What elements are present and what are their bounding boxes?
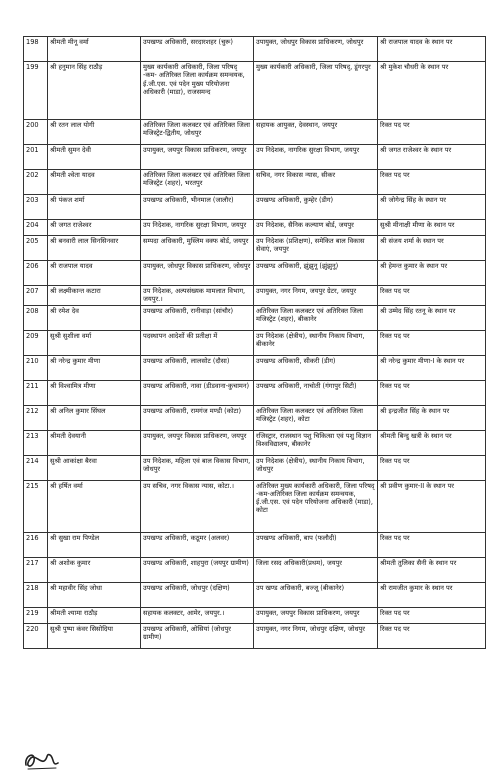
new-posting-cell: अतिरिक्त जिला कलक्टर एवं अतिरिक्त जिला मजिस्ट्रेट (शहर), बीकानेर xyxy=(254,305,378,330)
officer-name-cell: सुश्री पुष्पा कंवर सिसोदिया xyxy=(48,623,141,648)
remark-cell: रिक्त पद पर xyxy=(378,330,486,355)
current-posting-cell: उपखण्ड अधिकारी, भीनमाल (जालौर) xyxy=(141,195,254,220)
table-row xyxy=(24,261,486,286)
table-row xyxy=(24,236,486,261)
officer-name-cell: श्रीमती देवयानी xyxy=(48,430,141,455)
table-row xyxy=(24,330,486,355)
table-row xyxy=(24,607,486,623)
new-posting-cell: मुख्य कार्यकारी अधिकारी, जिला परिषद्, डूंगरपुर xyxy=(254,62,378,120)
remark-cell: रिक्त पद पर xyxy=(378,455,486,480)
new-posting-cell: सहायक आयुक्त, देवस्थान, जयपुर xyxy=(254,120,378,145)
new-posting-cell: जिला रसद अधिकारी(प्रथम), जयपुर xyxy=(254,557,378,582)
new-posting-cell: उपखण्ड अधिकारी, नाचोती (गंगापुर सिटी) xyxy=(254,380,378,405)
current-posting-cell: अतिरिक्त जिला कलक्टर एवं अतिरिक्त जिला मजिस्ट्रेट-द्वितीय, जोधपुर xyxy=(141,120,254,145)
table-row xyxy=(24,430,486,455)
serial-number-cell: 218 xyxy=(24,582,48,607)
current-posting-cell: उपखण्ड अधिकारी, सरदारशहर (चुरू) xyxy=(141,37,254,62)
current-posting-cell: उपखण्ड अधिकारी, शाहपुरा (जयपुर ग्रामीण) xyxy=(141,557,254,582)
serial-number-cell: 200 xyxy=(24,120,48,145)
remark-cell: श्री नरेन्द्र कुमार मीणा-I के स्थान पर xyxy=(378,355,486,380)
new-posting-cell: उप निदेशक, नागरिक सुरक्षा विभाग, जयपुर xyxy=(254,145,378,170)
new-posting-cell: उपायुक्त, नगर निगम, जयपुर ग्रेटर, जयपुर xyxy=(254,286,378,306)
current-posting-cell: उपायुक्त, जयपुर विकास प्राधिकरण, जयपुर xyxy=(141,145,254,170)
current-posting-cell: उपखण्ड अधिकारी, कठूमर (अलवर) xyxy=(141,532,254,557)
remark-cell: रिक्त पद पर xyxy=(378,286,486,306)
serial-number-cell: 217 xyxy=(24,557,48,582)
remark-cell: श्री उम्मेद सिंह रतनू के स्थान पर xyxy=(378,305,486,330)
current-posting-cell: उप निदेशक, अल्पसंख्यक मामलात विभाग, जयपुर.। xyxy=(141,286,254,306)
current-posting-cell: उपखण्ड अधिकारी, नावा (डीडवाना-कुचामन) xyxy=(141,380,254,405)
serial-number-cell: 212 xyxy=(24,405,48,430)
current-posting-cell: उपखण्ड अधिकारी, रामगंज मण्डी (कोटा) xyxy=(141,405,254,430)
new-posting-cell: उप खण्ड अधिकारी, बज्जू (बीकानेर) xyxy=(254,582,378,607)
remark-cell: श्री जगत राजेश्वर के स्थान पर xyxy=(378,145,486,170)
officer-name-cell: श्री रतन लाल योगी xyxy=(48,120,141,145)
serial-number-cell: 210 xyxy=(24,355,48,380)
officer-name-cell: सुश्री आकांक्षा बैरवा xyxy=(48,455,141,480)
officer-name-cell: श्री बनवारी लाल सिनसिनवार xyxy=(48,236,141,261)
table-row xyxy=(24,557,486,582)
table-row xyxy=(24,145,486,170)
serial-number-cell: 203 xyxy=(24,195,48,220)
new-posting-cell: उपायुक्त, जयपुर विकास प्राधिकरण, जयपुर xyxy=(254,607,378,623)
remark-cell: श्री प्रवीण कुमार-II के स्थान पर xyxy=(378,480,486,532)
table-row xyxy=(24,170,486,195)
officer-name-cell: श्री अशोक कुमार xyxy=(48,557,141,582)
table-row xyxy=(24,62,486,120)
serial-number-cell: 215 xyxy=(24,480,48,532)
officer-name-cell: श्रीमती मीनू वर्मा xyxy=(48,37,141,62)
remark-cell: रिक्त पद पर xyxy=(378,607,486,623)
serial-number-cell: 201 xyxy=(24,145,48,170)
table-row xyxy=(24,220,486,236)
remark-cell: रिक्त पद पर xyxy=(378,532,486,557)
table-row xyxy=(24,623,486,648)
new-posting-cell: उपखण्ड अधिकारी, झुंझुनू (झुंझुनू) xyxy=(254,261,378,286)
officer-name-cell: श्री लक्ष्मीकान्त कटारा xyxy=(48,286,141,306)
new-posting-cell: अतिरिक्त मुख्य कार्यकारी अधिकारी, जिला परिषद् -कम-अतिरिक्त जिला कार्यक्रम समन्वयक, ई.जी.एस. एवं पदेन परियोजना अधिकारी (माडा), कोटा xyxy=(254,480,378,532)
officer-name-cell: श्रीमती सुमन देवी xyxy=(48,145,141,170)
remark-cell: सुश्री मीनाक्षी मीणा के स्थान पर xyxy=(378,220,486,236)
serial-number-cell: 198 xyxy=(24,37,48,62)
table-row xyxy=(24,286,486,306)
current-posting-cell: मुख्य कार्यकारी अधिकारी, जिला परिषद् -कम- अतिरिक्त जिला कार्यक्रम समन्वयक, ई.जी.एस. एवं पदेन मुख्य परियोजना अधिकारी (माडा), राजसमन्द xyxy=(141,62,254,120)
officer-name-cell: श्रीमती श्वेता यादव xyxy=(48,170,141,195)
remark-cell: रिक्त पद पर xyxy=(378,623,486,648)
current-posting-cell: सम्पदा अधिकारी, मुस्लिम वक्फ बोर्ड, जयपुर xyxy=(141,236,254,261)
new-posting-cell: उप निदेशक, सैनिक कल्याण बोर्ड, जयपुर xyxy=(254,220,378,236)
remark-cell: श्री जोगेन्द्र सिंह के स्थान पर xyxy=(378,195,486,220)
current-posting-cell: उपायुक्त, जोधपुर विकास प्राधिकरण, जोधपुर xyxy=(141,261,254,286)
transfer-order-table xyxy=(23,36,486,649)
serial-number-cell: 206 xyxy=(24,261,48,286)
remark-cell: रिक्त पद पर xyxy=(378,380,486,405)
table-row xyxy=(24,355,486,380)
current-posting-cell: उपखण्ड अधिकारी, ओसियां (जोधपुर ग्रामीण) xyxy=(141,623,254,648)
remark-cell: श्री मुकेश चौधरी के स्थान पर xyxy=(378,62,486,120)
serial-number-cell: 211 xyxy=(24,380,48,405)
serial-number-cell: 220 xyxy=(24,623,48,648)
new-posting-cell: सचिव, नगर विकास न्यास, सीकर xyxy=(254,170,378,195)
new-posting-cell: उप निदेशक (क्षेत्रीय), स्थानीय निकाय विभाग, जोधपुर xyxy=(254,455,378,480)
order-table-container xyxy=(23,36,485,649)
remark-cell: श्री इन्द्रजीत सिंह के स्थान पर xyxy=(378,405,486,430)
current-posting-cell: उप सचिव, नगर विकास न्यास, कोटा.। xyxy=(141,480,254,532)
current-posting-cell: पदस्थापन आदेशों की प्रतीक्षा में xyxy=(141,330,254,355)
officer-name-cell: श्री जगत राजेश्वर xyxy=(48,220,141,236)
table-row xyxy=(24,37,486,62)
serial-number-cell: 205 xyxy=(24,236,48,261)
table-body xyxy=(24,37,486,649)
serial-number-cell: 214 xyxy=(24,455,48,480)
serial-number-cell: 199 xyxy=(24,62,48,120)
officer-name-cell: श्री विश्वामित्र मीणा xyxy=(48,380,141,405)
officer-name-cell: श्री सुखा राम पिण्डेल xyxy=(48,532,141,557)
remark-cell: श्री रामजीत कुमार के स्थान पर xyxy=(378,582,486,607)
officer-name-cell: श्री हर्षित वर्मा xyxy=(48,480,141,532)
serial-number-cell: 202 xyxy=(24,170,48,195)
table-row xyxy=(24,380,486,405)
officer-name-cell: श्री अनिल कुमार सिंघल xyxy=(48,405,141,430)
new-posting-cell: उपखण्ड अधिकारी, सीकरी (डीग) xyxy=(254,355,378,380)
officer-name-cell: श्री हनुमान सिंह राठौड़ xyxy=(48,62,141,120)
remark-cell: श्री हेमन्त कुमार के स्थान पर xyxy=(378,261,486,286)
current-posting-cell: उप निदेशक, नागरिक सुरक्षा विभाग, जयपुर xyxy=(141,220,254,236)
serial-number-cell: 204 xyxy=(24,220,48,236)
officer-name-cell: श्री पंकज शर्मा xyxy=(48,195,141,220)
new-posting-cell: उप निदेशक (क्षेत्रीय), स्थानीय निकाय विभाग, बीकानेर xyxy=(254,330,378,355)
new-posting-cell: अतिरिक्त जिला कलक्टर एवं अतिरिक्त जिला मजिस्ट्रेट (शहर), कोटा xyxy=(254,405,378,430)
serial-number-cell: 207 xyxy=(24,286,48,306)
current-posting-cell: उपखण्ड अधिकारी, रानीवाड़ा (सांचौर) xyxy=(141,305,254,330)
officer-name-cell: श्रीमती श्यामा राठौड़ xyxy=(48,607,141,623)
signature-scribble xyxy=(22,747,62,777)
current-posting-cell: अतिरिक्त जिला कलक्टर एवं अतिरिक्त जिला मजिस्ट्रेट (शहर), भरतपुर xyxy=(141,170,254,195)
remark-cell: श्रीमती बिन्दु खत्री के स्थान पर xyxy=(378,430,486,455)
serial-number-cell: 213 xyxy=(24,430,48,455)
table-row xyxy=(24,405,486,430)
officer-name-cell: श्री राजपाल यादव xyxy=(48,261,141,286)
serial-number-cell: 216 xyxy=(24,532,48,557)
serial-number-cell: 209 xyxy=(24,330,48,355)
new-posting-cell: उपायुक्त, नगर निगम, जोधपुर दक्षिण, जोधपुर xyxy=(254,623,378,648)
table-row xyxy=(24,120,486,145)
new-posting-cell: उपखण्ड अधिकारी, कुम्हेर (डीग) xyxy=(254,195,378,220)
remark-cell: श्रीमती तुलिका सैनी के स्थान पर xyxy=(378,557,486,582)
current-posting-cell: उप निदेशक, महिला एवं बाल विकास विभाग, जोधपुर xyxy=(141,455,254,480)
table-row xyxy=(24,195,486,220)
table-row xyxy=(24,455,486,480)
current-posting-cell: उपखण्ड अधिकारी, लालसोट (दौसा) xyxy=(141,355,254,380)
table-row xyxy=(24,582,486,607)
table-row xyxy=(24,305,486,330)
remark-cell: श्री संजय शर्मा के स्थान पर xyxy=(378,236,486,261)
remark-cell: रिक्त पद पर xyxy=(378,120,486,145)
table-row xyxy=(24,480,486,532)
new-posting-cell: उपायुक्त, जोधपुर विकास प्राधिकरण, जोधपुर xyxy=(254,37,378,62)
current-posting-cell: उपायुक्त, जयपुर विकास प्राधिकरण, जयपुर xyxy=(141,430,254,455)
new-posting-cell: उपखण्ड अधिकारी, बाप (फलौदी) xyxy=(254,532,378,557)
current-posting-cell: सहायक कलक्टर, आमेर, जयपुर.। xyxy=(141,607,254,623)
officer-name-cell: श्री रमेश देव xyxy=(48,305,141,330)
officer-name-cell: सुश्री सुशीला वर्मा xyxy=(48,330,141,355)
officer-name-cell: श्री नरेन्द्र कुमार मीणा xyxy=(48,355,141,380)
table-row xyxy=(24,532,486,557)
serial-number-cell: 208 xyxy=(24,305,48,330)
remark-cell: श्री राजपाल यादव के स्थान पर xyxy=(378,37,486,62)
officer-name-cell: श्री महावीर सिंह जोधा xyxy=(48,582,141,607)
new-posting-cell: उप निदेशक (प्रशिक्षण), समेकित बाल विकास सेवाएं, जयपुर xyxy=(254,236,378,261)
remark-cell: रिक्त पद पर xyxy=(378,170,486,195)
current-posting-cell: उपखण्ड अधिकारी, जोधपुर (दक्षिण) xyxy=(141,582,254,607)
serial-number-cell: 219 xyxy=(24,607,48,623)
new-posting-cell: रजिस्ट्रार, राजस्थान पशु चिकित्सा एवं पशु विज्ञान विश्वविद्यालय, बीकानेर xyxy=(254,430,378,455)
